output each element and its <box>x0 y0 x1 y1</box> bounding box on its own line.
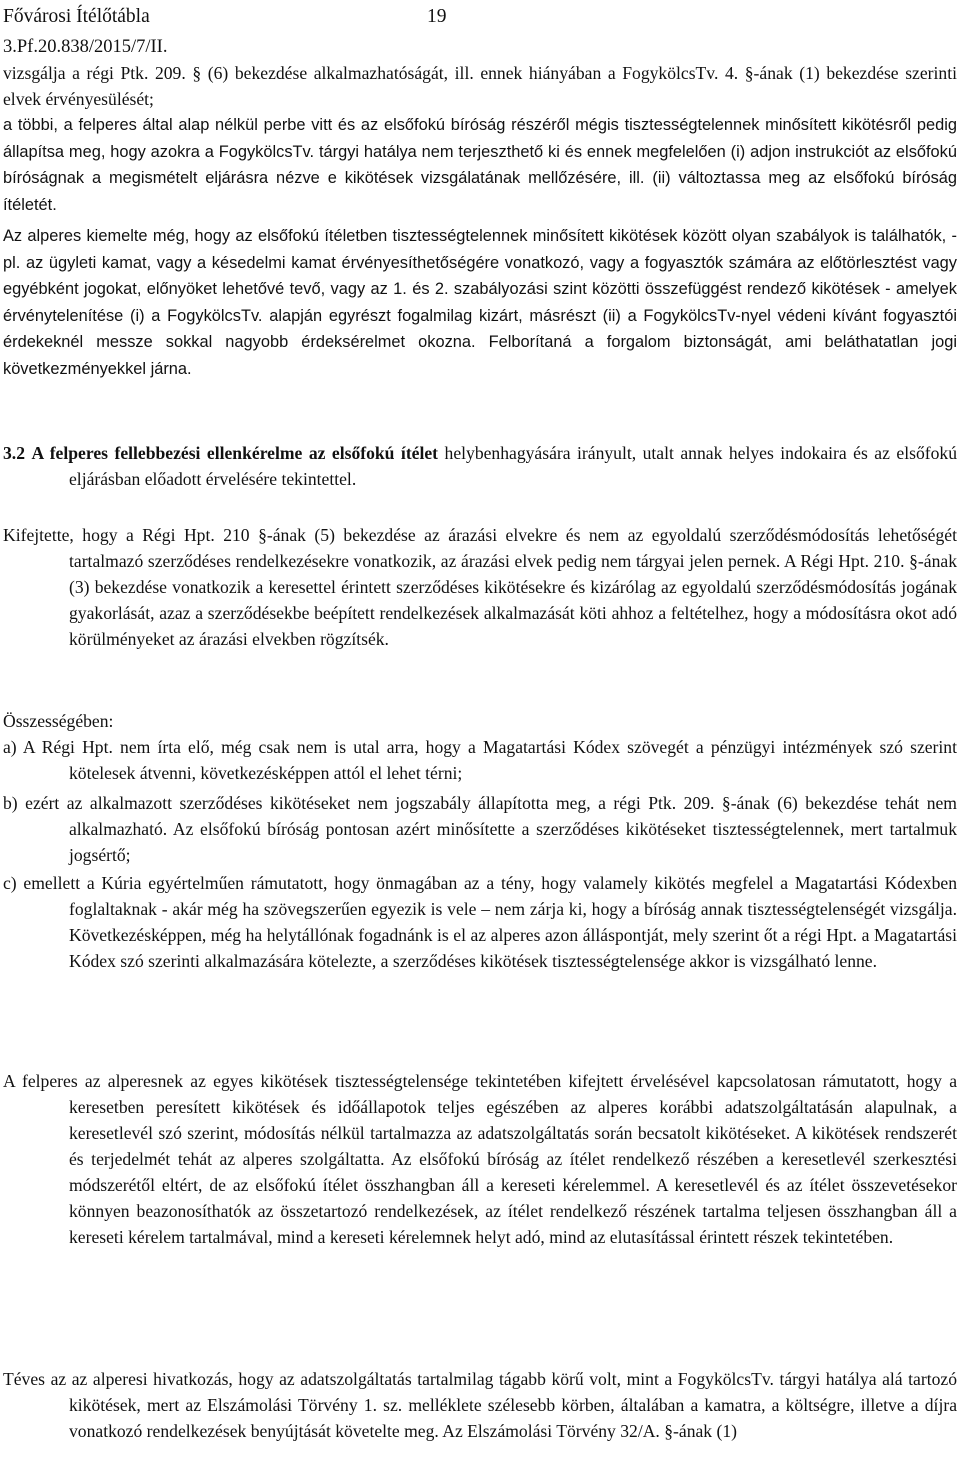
page-number: 19 <box>427 6 447 27</box>
section-number: 3.2 <box>3 443 25 463</box>
summary-label-text: Összességében: <box>3 711 114 731</box>
list-item-a-text: a) A Régi Hpt. nem írta elő, még csak nem is utal arra, hogy a Magatartási Kódex szövegét a pénzügyi intézmények szó szerint kötelesek átvenni, következésképpen attól el lehet térni; <box>3 737 957 783</box>
paragraph-2-text: a többi, a felperes által alap nélkül perbe vitt és az elsőfokú bíróság részéről mégis tisztességtelennek minősített kikötésről pedig állapítsa meg, hogy azokra a FogykölcsTv. tárgyi hatálya nem terjeszthető ki és ennek megfelelően (i) adjon instrukciót az elsőfokú bíróságnak a megismételt eljárásra nézve e kikötések vizsgálatának mellőzésére, ill. (ii) változtassa meg az elsőfokú bíróság ítéletét. <box>3 116 957 214</box>
paragraph-5 <box>3 522 957 652</box>
list-item-b <box>3 790 957 868</box>
case-number: 3.Pf.20.838/2015/7/II. <box>3 37 168 57</box>
paragraph-1-text: vizsgálja a régi Ptk. 209. § (6) bekezdése alkalmazhatóságát, ill. ennek hiányában a FogykölcsTv. 4. §-ának (1) bekezdése szerinti elvek érvényesülését; <box>3 63 957 109</box>
paragraph-10 <box>3 1068 957 1250</box>
list-item-a <box>3 734 957 786</box>
paragraph-10-text: A felperes az alperesnek az egyes kikötések tisztességtelensége tekintetében kifejtett érvelésével kapcsolatosan rámutatott, hogy a keresetben peresített kikötések és időállapotok teljes egészében az alperes korábbi adatszolgáltatásán alapulnak, a keresetlevél szó szerint, módosítás nélkül tartalmazza az adatszolgáltatás során becsatolt kikötéseket. A kikötések rendszerét és terjedelmét tehát az alperes szolgáltatta. Az elsőfokú bíróság az ítélet rendelkező részében a keresetlevél szerkesztési módszerétől eltért, de az elsőfokú ítélet összhangban áll a kereseti kérelemmel. A keresetlevél és az ítélet összevetésekor könnyen beazonosíthatók az összetartozó rendelkezések, az ítélet rendelkező részének tartalma teljesen összhangban áll a kereseti kérelem tartalmával, mind a kereseti kérelemnek helyt adó, mind az elutasítással érintett részek tekintetében. <box>3 1071 957 1247</box>
summary-label <box>3 708 957 734</box>
section-text: helybenhagyására irányult, utalt annak helyes indokaira és az elsőfokú eljárásban előadott érvelésére tekintettel. <box>69 443 957 489</box>
paragraph-3 <box>3 223 957 382</box>
paragraph-4 <box>3 440 957 492</box>
paragraph-5-text: Kifejtette, hogy a Régi Hpt. 210 §-ának (5) bekezdése az árazási elvekre és nem az egyoldalú szerződésmódosítás lehetőségét tartalmazó szerződéses rendelkezésekre vonatkozik, az árazási elvek pedig nem tárgyai jelen pernek. A Régi Hpt. 210. §-ának (3) bekezdése vonatkozik a keresettel érintett szerződéses kikötésekre és kizárólag az egyoldalú szerződésmódosítás jogának gyakorlását, azaz a szerződésekbe beépített rendelkezések alkalmazását köti ahhoz a feltételhez, hogy a módosításra okot adó körülményeket az árazási elvekben rögzítsék. <box>3 525 957 649</box>
list-item-c <box>3 870 957 974</box>
paragraph-2 <box>3 112 957 218</box>
paragraph-11 <box>3 1366 957 1444</box>
list-item-c-text: c) emellett a Kúria egyértelműen rámutatott, hogy önmagában az a tény, hogy valamely kikötés megfelel a Magatartási Kódexben foglaltaknak - akár még ha szövegszerűen egyezik is vele – nem zárja ki, hogy a bíróság annak tisztességtelenségét vizsgálja. Következésképpen, még ha helytállónak fogadnánk is el az alperes azon álláspontját, mely szerint őt a régi Hpt. a Magatartási Kódex szó szerinti alkalmazására kötelezte, a szerződéses kikötések tisztességtelensége akkor is vizsgálható lenne. <box>3 873 957 971</box>
section-heading: A felperes fellebbezési ellenkérelme az elsőfokú ítélet <box>31 443 439 463</box>
court-name: Fővárosi Ítélőtábla <box>3 6 150 27</box>
paragraph-1 <box>3 60 957 112</box>
list-item-b-text: b) ezért az alkalmazott szerződéses kikötéseket nem jogszabály állapította meg, a régi Ptk. 209. §-ának (6) bekezdése tehát nem alkalmazható. Az elsőfokú bíróság pontosan azért minősítette a szerződéses kikötéseket tisztességtelennek, mert tartalmuk jogsértő; <box>3 793 957 865</box>
paragraph-3-text: Az alperes kiemelte még, hogy az elsőfokú ítéletben tisztességtelennek minősített kikötések között olyan szabályok is találhatók, - pl. az ügyleti kamat, vagy a késedelmi kamat érvényesíthetőségére vonatkozó, vagy a fogyasztók számára az előtörlesztést vagy egyébként jogokat, előnyöket lehetővé tevő, vagy az 1. és 2. szabályozási szint közötti összefüggést rendező kikötések - amelyek érvénytelenítése (i) a FogykölcsTv. alapján egyrészt fogalmilag kizárt, másrészt (ii) a FogykölcsTv-nyel védeni kívánt fogyasztói érdekeknél messze sokkal nagyobb érdeksérelmet okozna. Felborítaná a forgalom biztonságát, ami beláthatatlan jogi következményekkel járna. <box>3 227 957 378</box>
paragraph-11-text: Téves az az alperesi hivatkozás, hogy az adatszolgáltatás tartalmilag tágabb körű volt, mint a FogykölcsTv. tárgyi hatálya alá tartozó kikötések, mert az Elszámolási Törvény 1. sz. melléklete szélesebb körben, általában a kamatra, a költségre, illetve a díjra vonatkozó rendelkezések benyújtását követelte meg. Az Elszámolási Törvény 32/A. §-ának (1) <box>3 1369 957 1441</box>
